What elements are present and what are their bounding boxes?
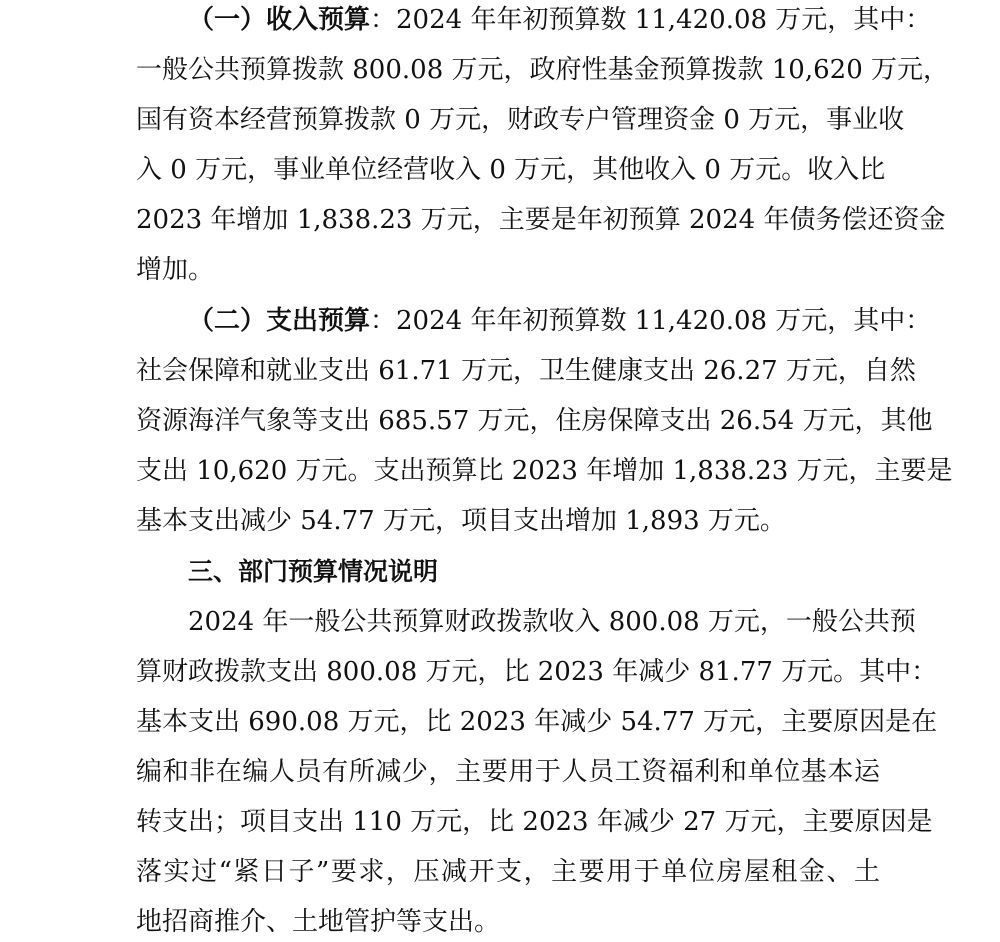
dept-paragraph-line: 落实过“紧日子”要求，压减开支，主要用于单位房屋租金、土 <box>136 857 880 887</box>
dept-paragraph-line: 2024 年一般公共预算财政拨款收入 800.08 万元，一般公共预 <box>188 607 916 637</box>
income-paragraph-line: 增加。 <box>136 255 215 285</box>
income-paragraph-line: 入 0 万元，事业单位经营收入 0 万元，其他收入 0 万元。收入比 <box>136 155 886 185</box>
income-paragraph-line <box>188 5 932 35</box>
income-section-label: （一）收入预算 <box>188 5 371 35</box>
income-paragraph-line: 国有资本经营预算拨款 0 万元，财政专户管理资金 0 万元，事业收 <box>136 105 905 135</box>
expense-paragraph-line <box>188 306 932 336</box>
dept-paragraph-line: 算财政拨款支出 800.08 万元，比 2023 年减少 81.77 万元。其中： <box>136 657 938 687</box>
income-paragraph-line: 一般公共预算拨款 800.08 万元，政府性基金预算拨款 10,620 万元， <box>136 55 950 85</box>
expense-paragraph-line: 资源海洋气象等支出 685.57 万元，住房保障支出 26.54 万元，其他 <box>136 406 933 436</box>
dept-paragraph-line: 转支出；项目支出 110 万元，比 2023 年减少 27 万元，主要原因是 <box>136 807 933 837</box>
dept-paragraph-line: 地招商推介、土地管护等支出。 <box>136 907 501 937</box>
expense-section-label: （二）支出预算 <box>188 306 371 336</box>
expense-paragraph-line: 支出 10,620 万元。支出预算比 2023 年增加 1,838.23 万元，主要是 <box>136 456 953 486</box>
expense-paragraph-line: 基本支出减少 54.77 万元，项目支出增加 1,893 万元。 <box>136 506 786 536</box>
expense-paragraph-line: 社会保障和就业支出 61.71 万元，卫生健康支出 26.27 万元，自然 <box>136 356 916 386</box>
expense-line-text: ：2024 年年初预算数 11,420.08 万元，其中： <box>370 306 932 336</box>
dept-paragraph-line: 编和非在编人员有所减少，主要用于人员工资福利和单位基本运 <box>136 757 880 787</box>
income-line-text: ：2024 年年初预算数 11,420.08 万元，其中： <box>370 5 932 35</box>
section-heading: 三、部门预算情况说明 <box>188 557 439 586</box>
dept-paragraph-line: 基本支出 690.08 万元，比 2023 年减少 54.77 万元，主要原因是在 <box>136 707 938 737</box>
income-paragraph-line: 2023 年增加 1,838.23 万元，主要是年初预算 2024 年债务偿还资金 <box>136 205 946 235</box>
